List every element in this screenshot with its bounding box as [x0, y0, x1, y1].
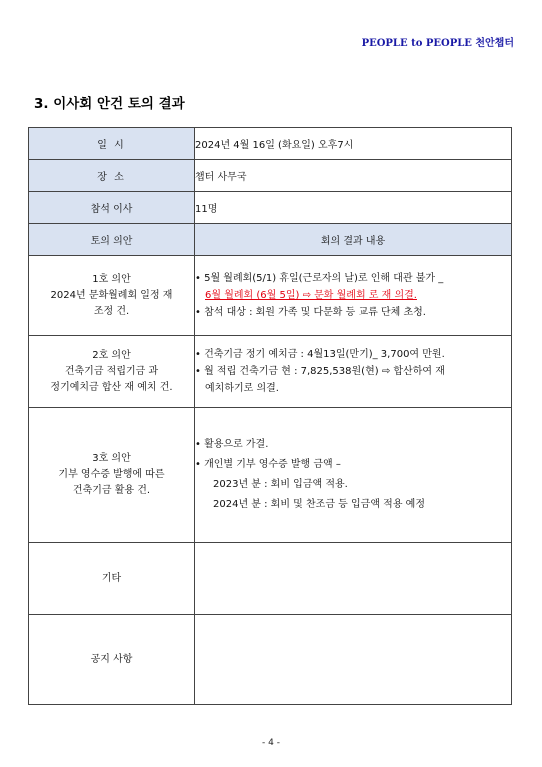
table-row-attendees: [29, 192, 512, 224]
location-label: 장 소: [29, 160, 195, 192]
result-line: • 월 적립 건축기금 현 : 7,825,538원(현) ⇨ 합산하여 재: [195, 366, 445, 377]
agenda-item-1-title: 1호 의안: [92, 273, 131, 285]
notice-content: [195, 615, 512, 705]
agenda-item-2-result: [195, 336, 512, 408]
other-row: [29, 543, 512, 615]
table-row-datetime: [29, 128, 512, 160]
agenda-item-3-desc-line: 건축기금 활용 건.: [72, 485, 151, 496]
agenda-item-3: [29, 408, 195, 543]
result-line: 2023년 분 : 회비 입금액 적용.: [213, 479, 348, 490]
notice-row: [29, 615, 512, 705]
agenda-item-2-row: [29, 336, 512, 408]
notice-label: 공지 사항: [29, 615, 195, 705]
result-line: • 5월 월례회(5/1) 휴일(근로자의 날)로 인해 대관 불가 _: [195, 273, 444, 284]
agenda-item-3-result: [195, 408, 512, 543]
page-number: - 4 -: [262, 738, 280, 748]
datetime-value: 2024년 4월 16일 (화요일) 오후7시: [195, 128, 512, 160]
result-line: 예치하기로 의결.: [205, 383, 279, 394]
datetime-label: 일 시: [29, 128, 195, 160]
attendees-label: 참석 이사: [29, 192, 195, 224]
highlighted-result-line: 6월 월례회 (6월 5일) ⇨ 문화 월례회 로 재 의결.: [205, 290, 417, 301]
agenda-item-1-result: [195, 256, 512, 336]
table-header-row: [29, 224, 512, 256]
agenda-item-2-desc-line: 정기예치금 합산 재 예치 건.: [50, 381, 173, 393]
other-content: [195, 543, 512, 615]
agenda-item-1: [29, 256, 195, 336]
agenda-item-1-row: [29, 256, 512, 336]
other-label: 기타: [29, 543, 195, 615]
agenda-item-2: [29, 336, 195, 408]
agenda-item-2-title: 2호 의안: [92, 349, 131, 361]
agenda-column-header: 토의 의안: [29, 224, 195, 256]
result-line: • 참석 대상 : 회원 가족 및 다문화 등 교류 단체 초청.: [195, 307, 426, 318]
agenda-item-1-desc-line: 조정 건.: [93, 305, 130, 317]
result-line: 2024년 분 : 회비 및 찬조금 등 입금액 적용 예정: [213, 499, 425, 510]
location-value: 챕터 사무국: [195, 160, 512, 192]
agenda-item-3-row: [29, 408, 512, 543]
agenda-item-3-desc-line: 기부 영수증 발행에 따른: [58, 469, 165, 480]
result-line: • 활용으로 가결.: [195, 439, 269, 450]
agenda-item-2-desc-line: 건축기금 적립기금 과: [64, 365, 159, 377]
agenda-item-1-desc-line: 2024년 문화월례회 일정 재: [50, 289, 173, 301]
agenda-results-table: [28, 127, 512, 705]
attendees-value: 11명: [195, 192, 512, 224]
organization-header: PEOPLE to PEOPLE 천안챕터: [361, 38, 514, 49]
table-row-location: [29, 160, 512, 192]
result-column-header: 회의 결과 내용: [195, 224, 512, 256]
section-title: 3. 이사회 안건 토의 결과: [34, 96, 185, 112]
result-line: • 건축기금 정기 예치금 : 4월13일(만기)_ 3,700여 만원.: [195, 349, 445, 360]
result-line: • 개인별 기부 영수증 발행 금액 –: [195, 459, 341, 470]
agenda-item-3-title: 3호 의안: [92, 453, 131, 464]
